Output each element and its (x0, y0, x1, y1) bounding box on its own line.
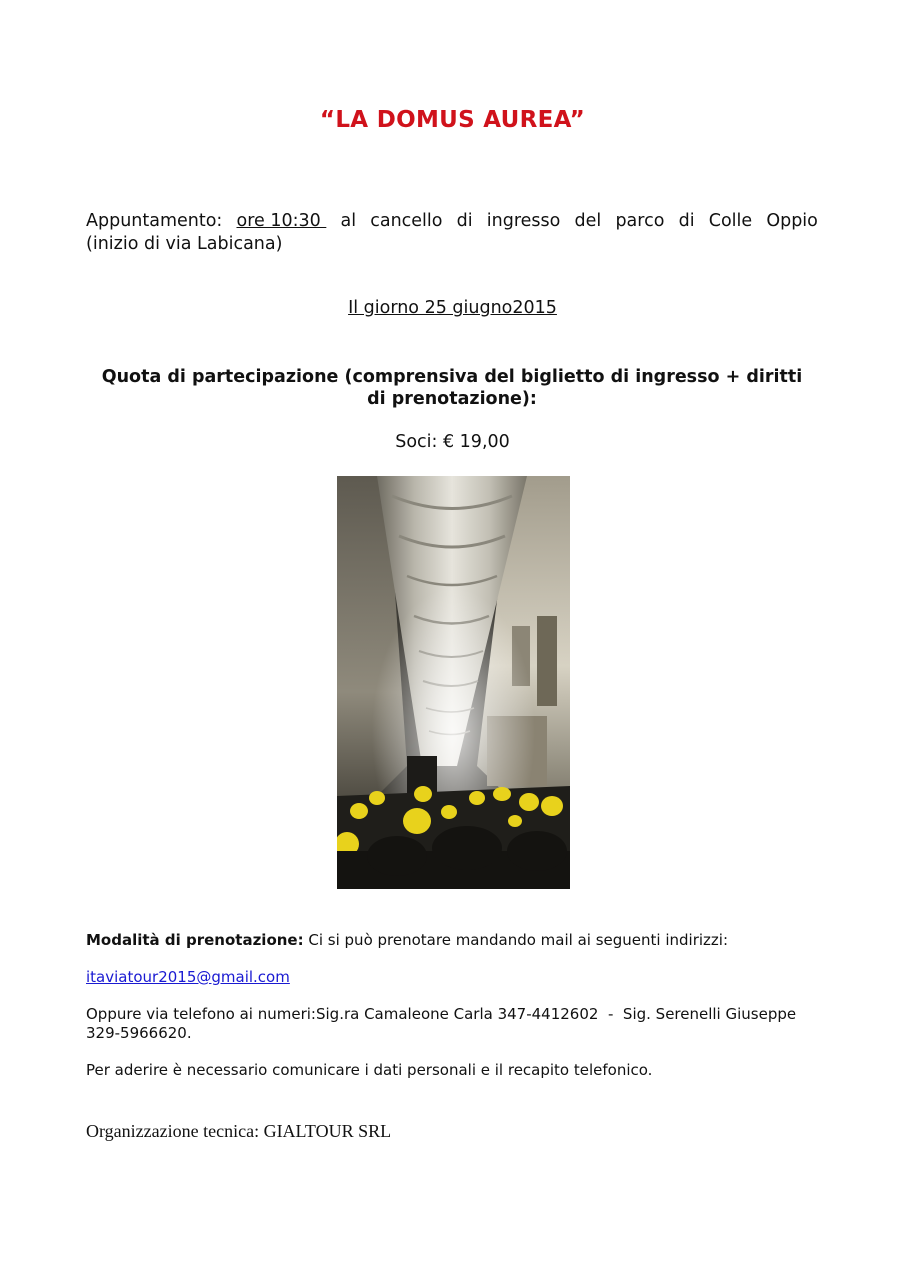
phones-paragraph (86, 1005, 826, 1043)
appointment-word: al (340, 211, 357, 231)
event-date: Il giorno 25 giugno2015 (348, 298, 557, 318)
appointment-line-2: (inizio di via Labicana) (86, 234, 283, 254)
email-paragraph (86, 968, 826, 987)
booking-label: Modalità di prenotazione: (86, 931, 304, 949)
participation-fee-heading (86, 366, 818, 410)
fee-heading-line-2: di prenotazione): (367, 389, 537, 409)
domus-aurea-photo (337, 476, 570, 889)
email-link[interactable]: itaviatour2015@gmail.com (86, 968, 290, 986)
appointment-word: Oppio (766, 211, 818, 231)
appointment-line-1 (86, 210, 818, 233)
tunnel-illustration (337, 476, 570, 889)
member-price: Soci: € 19,00 (395, 432, 510, 452)
phones-line-2: 329-5966620. (86, 1024, 192, 1042)
phones-line-1: Oppure via telefono ai numeri:Sig.ra Camaleone Carla 347-4412602 - Sig. Serenelli Giuseppe (86, 1005, 797, 1023)
appointment-time: ore 10:30 (236, 211, 327, 231)
join-requirements: Per aderire è necessario comunicare i dati personali e il recapito telefonico. (86, 1061, 653, 1079)
fee-heading-line-1: Quota di partecipazione (comprensiva del biglietto di ingresso + diritti (101, 367, 803, 387)
appointment-word: di (456, 211, 473, 231)
booking-paragraph (86, 931, 826, 950)
appointment-word: Colle (708, 211, 753, 231)
organizer-line: Organizzazione tecnica: GIALTOUR SRL (86, 1121, 392, 1141)
appointment-word: cancello (370, 211, 443, 231)
appointment-word: ingresso (486, 211, 561, 231)
appointment-label: Appuntamento: (86, 211, 223, 231)
event-title: “LA DOMUS AUREA” (319, 107, 586, 133)
booking-text: Ci si può prenotare mandando mail ai seguenti indirizzi: (303, 931, 729, 949)
appointment-word: parco (615, 211, 665, 231)
appointment-word: di (678, 211, 695, 231)
appointment-paragraph (86, 210, 818, 256)
appointment-word: del (574, 211, 602, 231)
